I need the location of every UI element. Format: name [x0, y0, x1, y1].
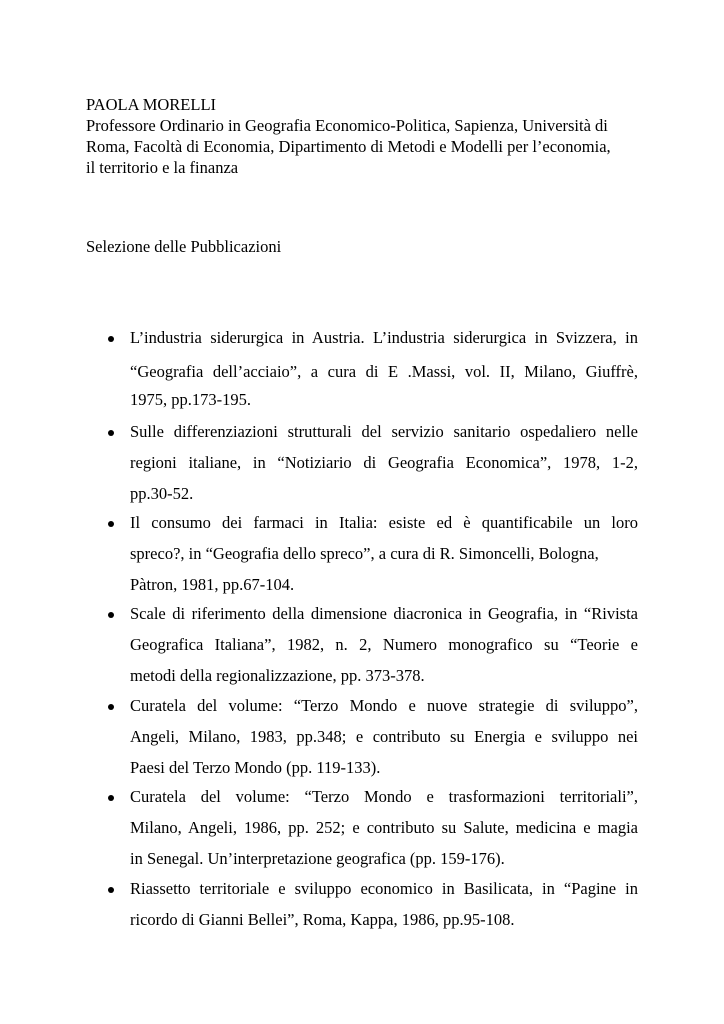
- publication-line: Sulle differenziazioni strutturali del servizio sanitario ospedaliero nelle: [130, 422, 638, 441]
- publication-line: Paesi del Terzo Mondo (pp. 119-133).: [130, 758, 381, 777]
- bullet-icon: [108, 704, 114, 710]
- section-title: Selezione delle Pubblicazioni: [86, 237, 282, 256]
- publication-line: Pàtron, 1981, pp.67-104.: [130, 575, 295, 594]
- bullet-icon: [108, 795, 114, 801]
- publication-line: Il consumo dei farmaci in Italia: esiste ed è quantificabile un loro: [130, 513, 638, 532]
- publication-line: Riassetto territoriale e sviluppo economico in Basilicata, in “Pagine in: [130, 879, 638, 898]
- publication-line: Geografica Italiana”, 1982, n. 2, Numero monografico su “Teorie e: [130, 635, 638, 654]
- affiliation-line: Professore Ordinario in Geografia Economico-Politica, Sapienza, Università di: [86, 116, 608, 135]
- affiliation-line: Roma, Facoltà di Economia, Dipartimento di Metodi e Modelli per l’economia,: [86, 137, 611, 156]
- publication-line: Milano, Angeli, 1986, pp. 252; e contributo su Salute, medicina e magia: [130, 818, 638, 837]
- bullet-icon: [108, 336, 114, 342]
- bullet-icon: [108, 521, 114, 527]
- publication-line: spreco?, in “Geografia dello spreco”, a cura di R. Simoncelli, Bologna,: [130, 544, 599, 563]
- author-name: PAOLA MORELLI: [86, 95, 217, 114]
- bullet-icon: [108, 612, 114, 618]
- publication-line: Angeli, Milano, 1983, pp.348; e contributo su Energia e sviluppo nei: [130, 727, 638, 746]
- publication-line: in Senegal. Un’interpretazione geografica (pp. 159-176).: [130, 849, 505, 868]
- publication-line: L’industria siderurgica in Austria. L’industria siderurgica in Svizzera, in: [130, 328, 638, 347]
- publication-line: Curatela del volume: “Terzo Mondo e trasformazioni territoriali”,: [130, 787, 638, 806]
- affiliation-line: il territorio e la finanza: [86, 158, 239, 177]
- publication-line: Scale di riferimento della dimensione diacronica in Geografia, in “Rivista: [130, 604, 638, 623]
- publication-line: “Geografia dell’acciaio”, a cura di E .Massi, vol. II, Milano, Giuffrè,: [130, 362, 638, 381]
- bullet-icon: [108, 887, 114, 893]
- bullet-icon: [108, 430, 114, 436]
- publication-line: regioni italiane, in “Notiziario di Geografia Economica”, 1978, 1-2,: [130, 453, 638, 472]
- publication-line: Curatela del volume: “Terzo Mondo e nuove strategie di sviluppo”,: [130, 696, 638, 715]
- publication-line: metodi della regionalizzazione, pp. 373-378.: [130, 666, 425, 685]
- publication-line: 1975, pp.173-195.: [130, 390, 251, 409]
- author-header: [86, 94, 642, 178]
- publication-line: ricordo di Gianni Bellei”, Roma, Kappa, 1986, pp.95-108.: [130, 910, 515, 929]
- publication-line: pp.30-52.: [130, 484, 194, 503]
